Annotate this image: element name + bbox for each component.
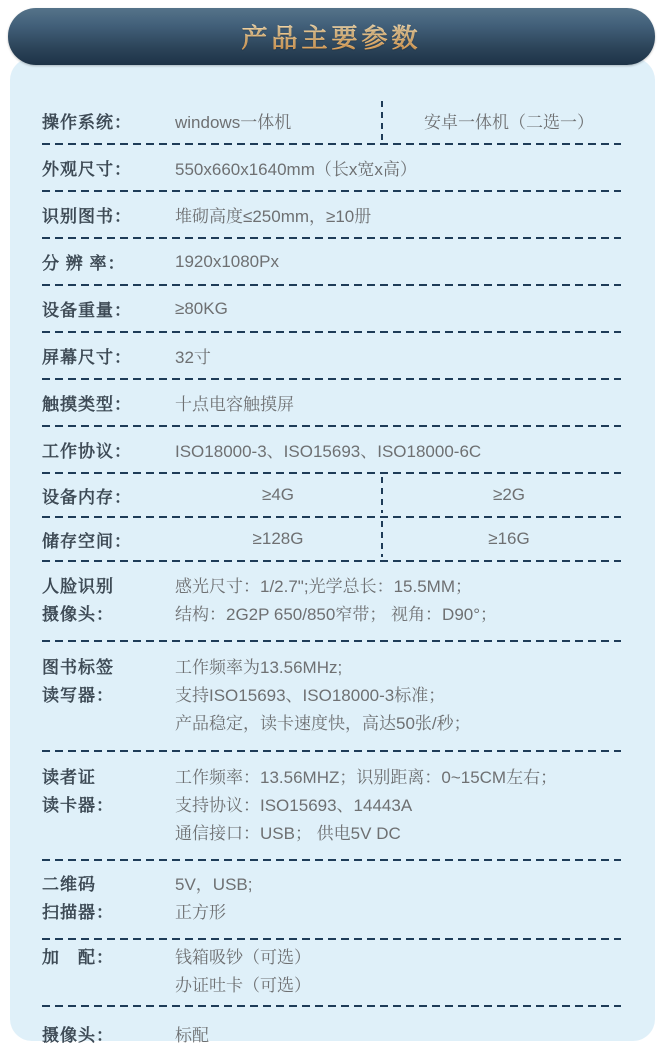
table-row-dimensions: [10, 145, 655, 190]
row-label: 屏幕尺寸：: [42, 348, 132, 367]
row-value-left: ≥4G: [261, 485, 294, 504]
row-value: ISO18000-3、ISO15693、ISO18000-6C: [175, 442, 482, 461]
row-label: 识别图书：: [42, 207, 132, 226]
table-row-book-recognition: [10, 192, 655, 237]
row-value: 550x660x1640mm（长x宽x高）: [175, 160, 417, 179]
table-row-memory: [10, 474, 655, 516]
table-row-tag-reader: [10, 642, 655, 750]
row-value: 32寸: [175, 348, 211, 367]
row-label: 读者证 读卡器：: [42, 768, 114, 815]
table-row-camera: [10, 1007, 655, 1059]
row-value: 堆砌高度≤250mm，≥10册: [175, 207, 372, 226]
table-row-weight: [10, 286, 655, 331]
row-label: 分 辨 率：: [42, 254, 126, 273]
table-row-resolution: [10, 239, 655, 284]
row-label: 设备重量：: [42, 301, 132, 320]
row-label: 设备内存：: [42, 487, 132, 507]
row-value-right: ≥16G: [488, 529, 530, 548]
table-row-card-reader: [10, 752, 655, 859]
row-value: 1920x1080Px: [175, 251, 279, 271]
row-label: 人脸识别 摄像头：: [42, 577, 114, 624]
table-row-qr-scanner: [10, 861, 655, 938]
table-row-addons: [10, 940, 655, 1005]
row-value: 感光尺寸：1/2.7";光学总长：15.5MM； 结构：2G2P 650/850窄带； 视角：D90°；: [175, 577, 498, 624]
row-label: 外观尺寸：: [42, 160, 132, 179]
row-value-left: ≥128G: [252, 529, 304, 548]
table-row-os: [10, 98, 655, 143]
row-label: 摄像头：: [42, 1025, 114, 1045]
table-row-protocol: [10, 427, 655, 472]
row-value-right: ≥2G: [492, 485, 525, 504]
row-label: 触摸类型：: [42, 395, 132, 414]
row-label: 操作系统：: [42, 113, 132, 132]
spec-card: [10, 58, 655, 1045]
row-value: 工作频率：13.56MHZ；识别距离：0~15CM左右； 支持协议：ISO15693、14443A 通信接口：USB； 供电5V DC: [175, 768, 558, 843]
row-value: 工作频率为13.56MHz; 支持ISO15693、ISO18000-3标准； 产品稳定，读卡速度快，高达50张/秒；: [175, 658, 471, 733]
table-row-screen-size: [10, 333, 655, 378]
row-value-right: 安卓一体机（二选一）: [424, 113, 594, 132]
table-row-face-camera: [10, 562, 655, 640]
row-value: 十点电容触摸屏: [175, 395, 294, 414]
row-value: 钱箱吸钞（可选） 办证吐卡（可选）: [175, 948, 311, 995]
header-banner: [8, 8, 655, 65]
row-value-left: windows一体机: [175, 113, 292, 132]
page-title: 产品主要参数: [241, 18, 421, 55]
row-label: 工作协议：: [42, 442, 132, 461]
row-value: 5V，USB; 正方形: [175, 875, 253, 922]
row-label: 加 配：: [42, 948, 114, 967]
table-row-storage: [10, 518, 655, 560]
row-label: 二维码 扫描器：: [42, 875, 114, 922]
row-value: ≥80KG: [175, 298, 228, 318]
row-label: 图书标签 读写器：: [42, 658, 114, 705]
row-label: 储存空间：: [42, 531, 132, 551]
row-value: 标配: [175, 1025, 209, 1045]
table-row-touch-type: [10, 380, 655, 425]
